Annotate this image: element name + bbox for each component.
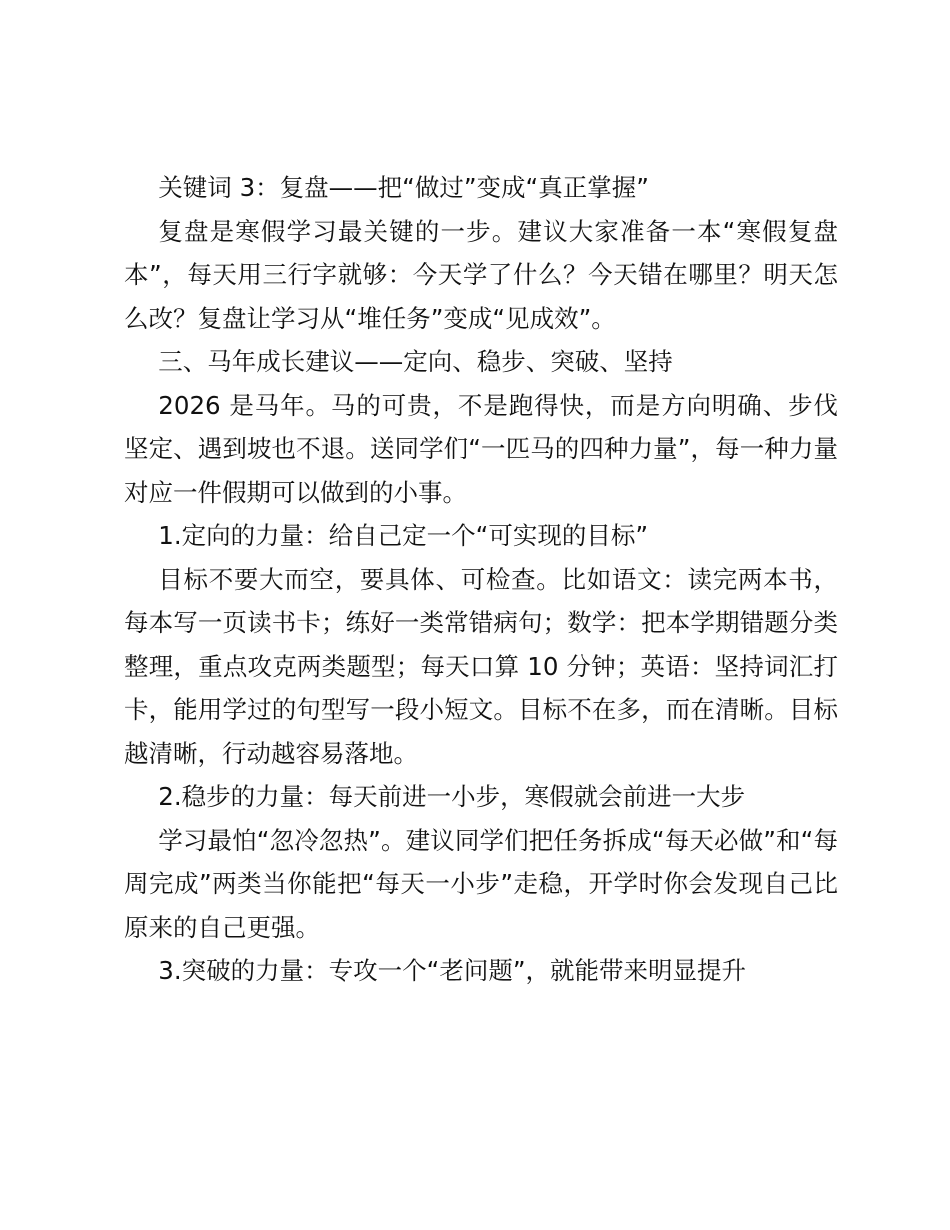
keyword-3-heading: 关键词 3：复盘——把“做过”变成“真正掌握” — [158, 173, 649, 202]
document-body — [124, 166, 838, 993]
section-3-heading: 三、马年成长建议——定向、稳步、突破、坚持 — [158, 347, 673, 376]
review-paragraph: 复盘是寒假学习最关键的一步。建议大家准备一本“寒假复盘本”，每天用三行字就够：今天学了什么？今天错在哪里？明天怎么改？复盘让学习从“堆任务”变成“见成效”。 — [124, 216, 838, 333]
power-1-heading: 1.定向的力量：给自己定一个“可实现的目标” — [158, 521, 649, 550]
goal-paragraph: 目标不要大而空，要具体、可检查。比如语文：读完两本书，每本写一页读书卡；练好一类常错病句；数学：把本学期错题分类整理，重点攻克两类题型；每天口算 10 分钟；英语：坚持词汇打卡，能用学过的句型写一段小短文。目标不在多，而在清晰。目标越清晰，行动越容易落地。 — [124, 564, 838, 768]
power-3-heading: 3.突破的力量：专攻一个“老问题”，就能带来明显提升 — [158, 956, 747, 985]
steady-paragraph: 学习最怕“忽冷忽热”。建议同学们把任务拆成“每天必做”和“每周完成”两类当你能把“每天一小步”走稳，开学时你会发现自己比原来的自己更强。 — [124, 825, 838, 942]
horse-year-paragraph: 2026 是马年。马的可贵，不是跑得快，而是方向明确、步伐坚定、遇到坡也不退。送同学们“一匹马的四种力量”，每一种力量对应一件假期可以做到的小事。 — [124, 390, 838, 507]
power-2-heading: 2.稳步的力量：每天前进一小步，寒假就会前进一大步 — [158, 782, 746, 811]
